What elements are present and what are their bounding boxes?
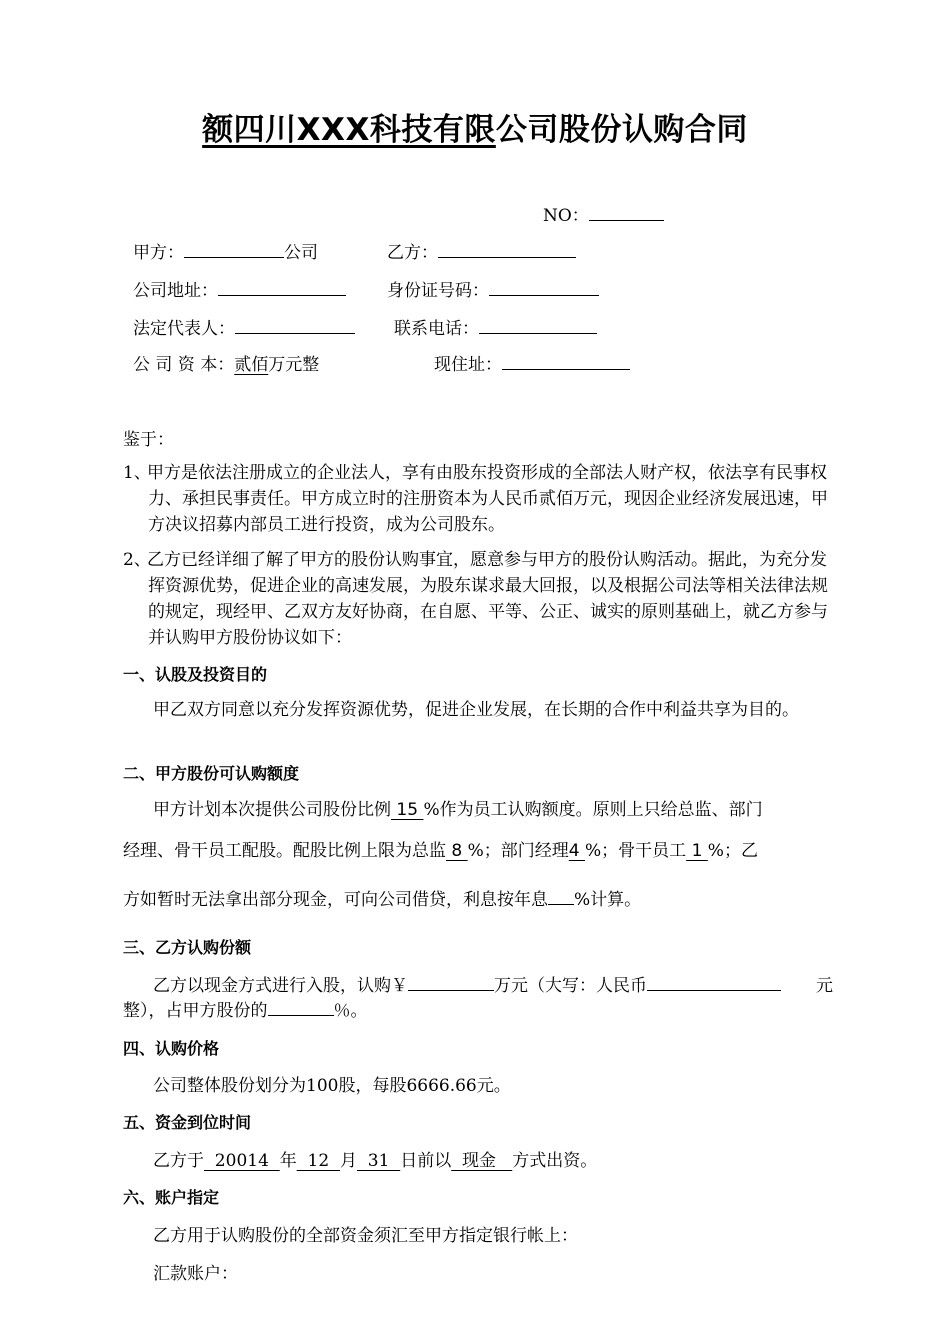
section-3-line-2 <box>123 996 368 1021</box>
s2-text: %；乙 <box>707 841 758 861</box>
s3-text: ％。 <box>333 1001 368 1021</box>
s5-text: 年 <box>279 1151 297 1171</box>
id-number-field <box>387 276 599 301</box>
interest-rate-blank <box>548 888 574 905</box>
legal-rep-field <box>133 314 355 339</box>
capital-value-underlined: 贰佰 <box>234 355 269 375</box>
company-address-blank <box>218 279 346 296</box>
party-b-label: 乙方： <box>387 243 438 263</box>
section-3-heading: 三、乙方认购份额 <box>123 938 252 957</box>
legal-rep-blank <box>235 317 355 334</box>
s2-text: %作为员工认购额度。原则上只给总监、部门 <box>423 800 763 820</box>
company-address-field <box>133 276 346 301</box>
capital-label: 公 司 资 本： <box>133 355 235 375</box>
pct-staff-value: 1 <box>686 841 708 861</box>
section-1-text: 甲乙双方同意以充分发挥资源优势，促进企业发展，在长期的合作中利益共享为目的。 <box>153 700 799 720</box>
party-a-suffix: 公司 <box>284 243 318 263</box>
s3-text: 整），占甲方股份的 <box>123 1001 268 1021</box>
section-1-heading: 一、认股及投资目的 <box>123 665 268 684</box>
no-label: NO： <box>543 206 589 226</box>
no-blank <box>589 204 664 221</box>
s2-text: 经理、骨干员工配股。配股比例上限为总监 <box>123 841 446 861</box>
phone-field <box>394 314 597 339</box>
section-6-text: 乙方用于认购股份的全部资金须汇至甲方指定银行帐上： <box>153 1226 578 1246</box>
amount-in-words-blank <box>647 974 781 991</box>
pct-manager-value: 4 <box>568 841 586 861</box>
s2-text: %；部门经理 <box>467 841 569 861</box>
title-underlined-part: 额四川XXX科技有限 <box>202 112 496 148</box>
payment-month: 12 <box>296 1151 340 1171</box>
preamble-item-number: 1、 <box>123 463 151 483</box>
s5-text: 月 <box>339 1151 357 1171</box>
capital-value-rest: 万元整 <box>268 355 320 375</box>
party-b-blank <box>438 241 576 258</box>
section-5-heading: 五、资金到位时间 <box>123 1113 252 1132</box>
s2-text: %；骨干员工 <box>585 841 687 861</box>
contract-number <box>543 201 664 226</box>
legal-rep-label: 法定代表人： <box>133 319 235 339</box>
pct-total-value: 15 <box>391 800 424 820</box>
subscription-amount-blank <box>408 974 494 991</box>
payment-method: 现金 <box>451 1151 513 1171</box>
phone-label: 联系电话： <box>394 319 479 339</box>
s2-text: %计算。 <box>574 890 642 910</box>
pct-director-value: 8 <box>446 841 468 861</box>
preamble-item-text: 乙方已经详细了解了甲方的股份认购事宜，愿意参与甲方的股份认购活动。据此，为充分发挥资源优势，促进企业的高速发展，为股东谋求最大回报，以及根据公司法等相关法律法规的规定，现经甲、乙双方友好协商，在自愿、平等、公正、诚实的原则基础上，就乙方参与并认购甲方股份协议如下： <box>147 550 828 648</box>
section-2-line-3 <box>123 885 641 910</box>
s2-text: 方如暂时无法拿出部分现金，可向公司借贷，利息按年息 <box>123 890 548 910</box>
s2-text: 甲方计划本次提供公司股份比例 <box>153 800 391 820</box>
preamble-item <box>123 547 833 651</box>
party-a-label: 甲方： <box>133 243 184 263</box>
capital-field <box>133 350 319 375</box>
preamble-item-number: 2、 <box>123 550 151 570</box>
payment-day: 31 <box>356 1151 401 1171</box>
s5-text: 乙方于 <box>153 1151 204 1171</box>
company-address-label: 公司地址： <box>133 281 218 301</box>
current-address-label: 现住址： <box>434 355 502 375</box>
preamble-item-text: 甲方是依法注册成立的企业法人，享有由股东投资形成的全部法人财产权，依法享有民事权力、承担民事责任。甲方成立时的注册资本为人民币贰佰万元，现因企业经济发展迅速，甲方决议招募内部员工进行投资，成为公司股东。 <box>147 463 828 535</box>
section-6-heading: 六、账户指定 <box>123 1188 220 1207</box>
current-address-blank <box>502 353 630 370</box>
section-2-line-1 <box>153 795 763 820</box>
section-4-heading: 四、认购价格 <box>123 1039 220 1058</box>
party-b-field <box>387 238 576 263</box>
section-5-text <box>153 1146 597 1171</box>
s5-text: 方式出资。 <box>512 1151 598 1171</box>
s5-text: 日前以 <box>400 1151 452 1171</box>
party-a-field <box>133 238 318 263</box>
document-title <box>0 104 950 149</box>
id-number-blank <box>489 279 599 296</box>
share-percent-blank <box>268 999 334 1016</box>
section-6-account-label: 汇款账户： <box>153 1264 238 1284</box>
phone-blank <box>479 317 597 334</box>
current-address-field <box>434 350 630 375</box>
payment-year: 20014 <box>204 1151 280 1171</box>
section-2-heading: 二、甲方股份可认购额度 <box>123 764 300 783</box>
s3-text: 乙方以现金方式进行入股，认购￥ <box>153 976 408 996</box>
preamble-item <box>123 460 833 538</box>
section-4-text: 公司整体股份划分为100股，每股6666.66元。 <box>153 1076 511 1096</box>
id-number-label: 身份证号码： <box>387 281 489 301</box>
party-a-blank <box>184 241 284 258</box>
title-rest: 公司股份认购合同 <box>495 112 748 148</box>
section-3-line-1 <box>153 971 781 996</box>
section-2-line-2 <box>123 836 758 861</box>
s3-text: 万元（大写：人民币 <box>494 976 647 996</box>
section-3-yuan: 元 <box>816 976 833 996</box>
preamble-intro: 鉴于： <box>123 430 174 450</box>
